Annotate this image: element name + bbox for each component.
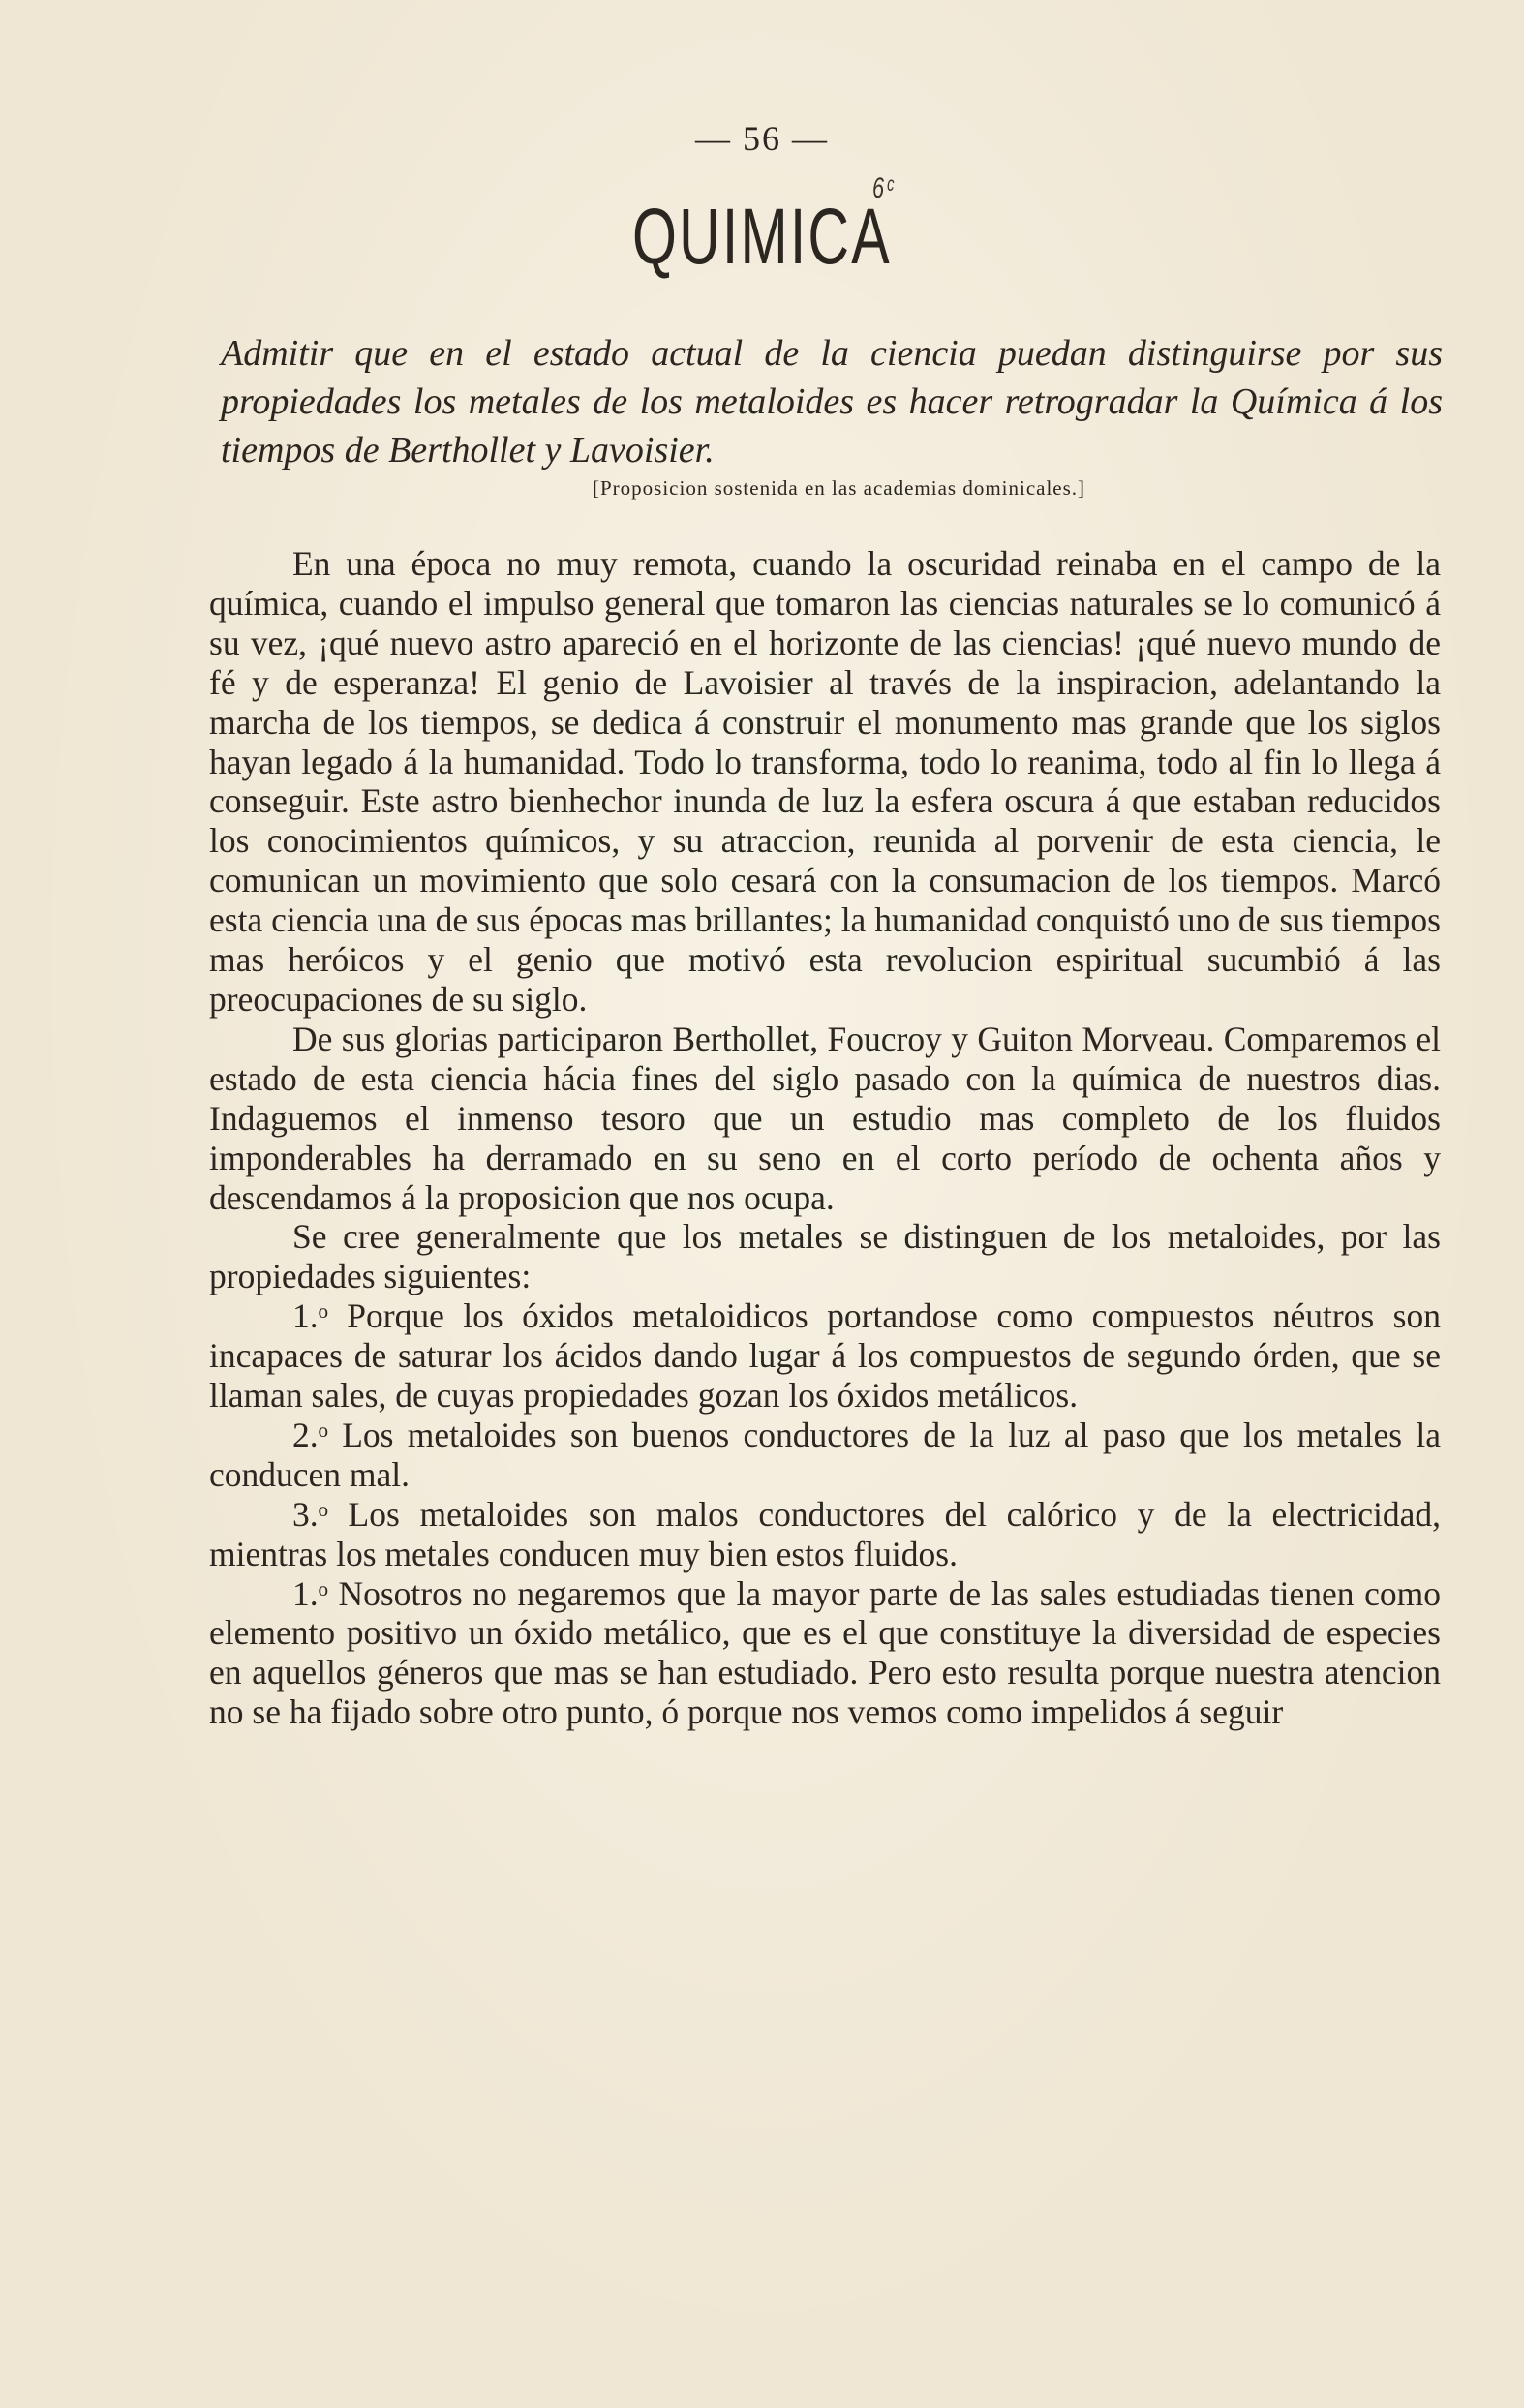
page-number: — 56 — bbox=[695, 119, 829, 158]
paragraph: 3.ᵒ Los metaloides son malos conductores del calórico y de la electricidad, mientras los metales conducen muy bien estos fluidos. bbox=[209, 1494, 1441, 1573]
epigraph: Admitir que en el estado actual de la ciencia puedan distinguirse por sus propiedades los metales de los metaloides es hacer retrogradar la Química á los tiempos de Berthollet y Lavoisier. bbox=[221, 333, 1443, 471]
title-handwritten-mark: 6ᶜ bbox=[872, 172, 897, 204]
paragraph: 2.ᵒ Los metaloides son buenos conductores de la luz al paso que los metales la conducen mal. bbox=[209, 1415, 1441, 1494]
title-block bbox=[0, 172, 1524, 283]
page-title-text: QUIMICA bbox=[632, 193, 892, 281]
paragraph: De sus glorias participaron Berthollet, Foucroy y Guiton Morveau. Comparemos el estado de esta ciencia hácia fines del siglo pasado con la química de nuestros dias. Indaguemos el inmenso tesoro que un estudio mas completo de los fluidos imponderables ha derramado en su seno en el corto período de ochenta años y descendamos á la proposicion que nos ocupa. bbox=[209, 1019, 1441, 1217]
paragraph: En una época no muy remota, cuando la oscuridad reinaba en el campo de la química, cuando el impulso general que tomaron las ciencias naturales se lo comunicó á su vez, ¡qué nuevo astro apareció en el horizonte de las ciencias! ¡qué nuevo mundo de fé y de esperanza! El genio de Lavoisier al través de la inspiracion, adelantando la marcha de los tiempos, se dedica á construir el monumento mas grande que los siglos hayan legado á la humanidad. Todo lo transforma, todo lo reanima, todo al fin lo llega á conseguir. Este astro bienhechor inunda de luz la esfera oscura á que estaban reducidos los conocimientos químicos, y su atraccion, reunida al porvenir de esta ciencia, le comunican un movimiento que solo cesará con la consumacion de los tiempos. Marcó esta ciencia una de sus épocas mas brillantes; la humanidad conquistó uno de sus tiempos mas heróicos y el genio que motivó esta revolucion espiritual sucumbió á las preocupaciones de su siglo. bbox=[209, 544, 1441, 1019]
page-title bbox=[632, 172, 897, 283]
paragraph: 1.ᵒ Nosotros no negaremos que la mayor parte de las sales estudiadas tienen como elemento positivo un óxido metálico, que es el que constituye la diversidad de especies en aquellos géneros que mas se han estudiado. Pero esto resulta porque nuestra atencion no se ha fijado sobre otro punto, ó porque nos vemos como impelidos á seguir bbox=[209, 1573, 1441, 1732]
body-text bbox=[209, 544, 1441, 1732]
paragraph: 1.ᵒ Porque los óxidos metaloidicos portandose como compuestos néutros son incapaces de saturar los ácidos dando lugar á los compuestos de segundo órden, que se llaman sales, de cuyas propiedades gozan los óxidos metálicos. bbox=[209, 1296, 1441, 1416]
paragraph: Se cree generalmente que los metales se distinguen de los metaloides, por las propiedades siguientes: bbox=[209, 1217, 1441, 1296]
epigraph-source: [Proposicion sostenida en las academias dominicales.] bbox=[593, 476, 1086, 500]
